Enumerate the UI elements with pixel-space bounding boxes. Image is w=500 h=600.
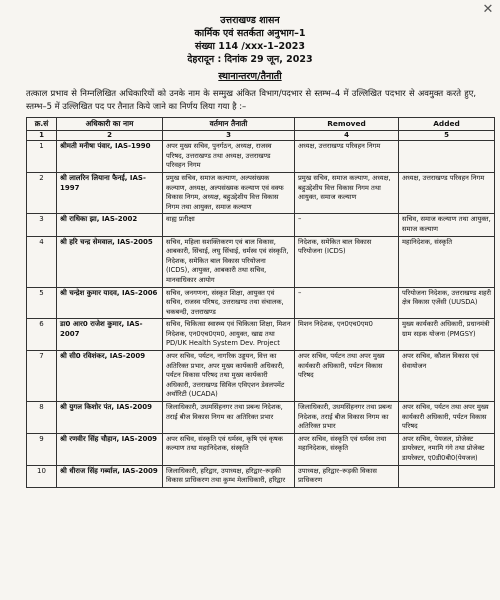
cell-current: प्रमुख सचिव, समाज कल्याण, अल्पसंख्यक कल्याण, अध्यक्ष, अल्पसंख्यक कल्याण एवं वक्फ विकास निगम, अध्यक्ष, बहुउद्देशीय वित्त विकास निगम तथा आयुक्त, समाज कल्याण — [163, 172, 295, 213]
table-row — [27, 287, 495, 319]
cell-added — [399, 465, 495, 487]
col-index: 4 — [295, 130, 399, 141]
cell-removed: जिलाधिकारी, उधमसिंहनगर तथा प्रबन्ध निदेशक, तराई बीज विकास निगम का अतिरिक्त प्रभार — [295, 402, 399, 434]
table-row — [27, 433, 495, 465]
column-index-row — [27, 130, 495, 141]
cell-removed: अध्यक्ष, उत्तराखण्ड परिवहन निगम — [295, 141, 399, 173]
order-number: संख्या 114 /xxx-1–2023 — [195, 41, 305, 52]
table-row — [27, 465, 495, 487]
cell-name: डा0 आर0 राजेश कुमार, IAS-2007 — [57, 319, 163, 351]
col-index: 5 — [399, 130, 495, 141]
cell-current: अपर मुख्य सचिव, पुनर्गठन, अध्यक्ष, राजस्व परिषद, उत्तराखण्ड तथा अध्यक्ष, उत्तराखण्ड परिवहन निगम — [163, 141, 295, 173]
header-sno: क्र.सं — [27, 118, 57, 131]
cell-added: अपर सचिव, पर्यटन तथा अपर मुख्य कार्यकारी अधिकारी, पर्यटन विकास परिषद — [399, 402, 495, 434]
cell-sno: 9 — [27, 433, 57, 465]
cell-removed: अपर सचिव, पर्यटन तथा अपर मुख्य कार्यकारी अधिकारी, पर्यटन विकास परिषद — [295, 351, 399, 402]
cell-removed: निदेशक, समेकित बाल विकास परियोजना (ICDS) — [295, 236, 399, 287]
table-header-row — [27, 118, 495, 131]
table-row — [27, 141, 495, 173]
cell-added — [399, 141, 495, 173]
cell-sno: 1 — [27, 141, 57, 173]
dept-name: कार्मिक एवं सतर्कता अनुभाग–1 — [194, 28, 306, 39]
cell-name: श्री रणवीर सिंह चौहान, IAS-2009 — [57, 433, 163, 465]
cell-sno: 6 — [27, 319, 57, 351]
cell-name: श्री युगल किशोर पंत, IAS-2009 — [57, 402, 163, 434]
cell-removed: प्रमुख सचिव, समाज कल्याण, अध्यक्ष, बहुउद्देशीय वित्त विकास निगम तथा आयुक्त, समाज कल्याण — [295, 172, 399, 213]
cell-added: मुख्य कार्यकारी अधिकारी, प्रधानमंत्री ग्राम सड़क योजना (PMGSY) — [399, 319, 495, 351]
cell-name: श्री हरि चन्द्र सेमवाल, IAS-2005 — [57, 236, 163, 287]
cell-added: सचिव, समाज कल्याण तथा आयुक्त, समाज कल्याण — [399, 214, 495, 236]
cell-current: वाह्य प्रतीक्षा — [163, 214, 295, 236]
cell-removed: मिशन निदेशक, एन0एच0एम0 — [295, 319, 399, 351]
cell-sno: 10 — [27, 465, 57, 487]
cell-added: अपर सचिव, कौशल विकास एवं सेवायोजन — [399, 351, 495, 402]
cell-sno: 7 — [27, 351, 57, 402]
table-row — [27, 172, 495, 213]
cell-added: परियोजना निदेशक, उत्तराखण्ड शहरी क्षेत्र विकास एजेंसी (UUSDA) — [399, 287, 495, 319]
cell-added: अध्यक्ष, उत्तराखण्ड परिवहन निगम — [399, 172, 495, 213]
cell-name: श्री चन्द्रेश कुमार यादव, IAS-2006 — [57, 287, 163, 319]
gov-name: उत्तराखण्ड शासन — [220, 15, 280, 26]
cell-name: श्री धीराज सिंह गर्ब्याल, IAS-2009 — [57, 465, 163, 487]
cell-removed: – — [295, 287, 399, 319]
cell-removed: उपाध्यक्ष, हरिद्वार–रूड़की विकास प्राधिकरण — [295, 465, 399, 487]
cell-current: जिलाधिकारी, हरिद्वार, उपाध्यक्ष, हरिद्वार–रूड़की विकास प्राधिकरण तथा कुम्भ मेलाधिकारी, हरिद्वार — [163, 465, 295, 487]
cell-sno: 4 — [27, 236, 57, 287]
col-index: 2 — [57, 130, 163, 141]
table-row — [27, 402, 495, 434]
close-icon[interactable]: ✕ — [482, 2, 494, 17]
header-added: Added — [399, 118, 495, 131]
cell-current: सचिव, महिला सशक्तिकरण एवं बाल विकास, आबकारी, सिंचाई, लघु सिंचाई, धर्मस्व एवं संस्कृति, निदेशक, समेकित बाल विकास परियोजना (ICDS), आयुक्त, आबकारी तथा सचिव, मानवाधिकार आयोग — [163, 236, 295, 287]
cell-sno: 3 — [27, 214, 57, 236]
header-name: अधिकारी का नाम — [57, 118, 163, 131]
letter-header — [0, 0, 500, 82]
header-removed: Removed — [295, 118, 399, 131]
header-current: वर्तमान तैनाती — [163, 118, 295, 131]
col-index: 1 — [27, 130, 57, 141]
table-row — [27, 319, 495, 351]
cell-name: श्री सी0 रविशंकर, IAS-2009 — [57, 351, 163, 402]
cell-sno: 8 — [27, 402, 57, 434]
cell-current: सचिव, जनगणना, संस्कृत शिक्षा, आयुक्त एवं सचिव, राजस्व परिषद, उत्तराखण्ड तथा संचालक, चकबन्दी, उत्तराखण्ड — [163, 287, 295, 319]
cell-current: अपर सचिव, संस्कृति एवं धर्मस्व, कृषि एवं कृषक कल्याण तथा महानिदेशक, संस्कृति — [163, 433, 295, 465]
cell-removed: – — [295, 214, 399, 236]
cell-name: श्री राधिका झा, IAS-2002 — [57, 214, 163, 236]
cell-current: सचिव, चिकित्सा स्वास्थ्य एवं चिकित्सा शिक्षा, मिशन निदेशक, एन0एच0एम0, आयुक्त, खाद्य तथा PD/UK Health System Dev. Project — [163, 319, 295, 351]
transfer-table — [26, 117, 495, 488]
col-index: 3 — [163, 130, 295, 141]
cell-added: अपर सचिव, पेयजल, प्रोजेक्ट डायरेक्टर, नमामि गंगे तथा प्रोजेक्ट डायरेक्टर, ए0डी0बी0(पेयजल) — [399, 433, 495, 465]
cell-sno: 2 — [27, 172, 57, 213]
cell-current: जिलाधिकारी, उधमसिंहनगर तथा प्रबन्ध निदेशक, तराई बीज विकास निगम का अतिरिक्त प्रभार — [163, 402, 295, 434]
intro-paragraph: तत्काल प्रभाव से निम्नलिखित अधिकारियों को उनके नाम के सम्मुख अंकित विभाग/पदभार से स्तम्भ–4 में उल्लिखित पदभार से अवमुक्त करते हुए, स्तम्भ–5 में उल्लिखित पद पर तैनात किये जाने का निर्णय लिया गया है :– — [26, 88, 476, 111]
place-date: देहरादून : दिनांक 29 जून, 2023 — [187, 54, 313, 65]
cell-added: महानिदेशक, संस्कृति — [399, 236, 495, 287]
document-title: स्थानान्तरण/तैनाती — [218, 71, 282, 82]
cell-sno: 5 — [27, 287, 57, 319]
cell-current: अपर सचिव, पर्यटन, नागरिक उड्डयन, वित्त का अतिरिक्त प्रभार, अपर मुख्य कार्यकारी अधिकारी, पर्यटन विकास परिषद तथा मुख्य कार्यकारी अधिकारी, उत्तराखण्ड सिविल एविएशन डेवलपमेंट अथॉरिटी (UCADA) — [163, 351, 295, 402]
table-row — [27, 214, 495, 236]
cell-name: श्री लालरिन लियाना फैनई, IAS-1997 — [57, 172, 163, 213]
cell-removed: अपर सचिव, संस्कृति एवं धर्मस्व तथा महानिदेशक, संस्कृति — [295, 433, 399, 465]
cell-name: श्रीमती मनीषा पंवार, IAS-1990 — [57, 141, 163, 173]
table-row — [27, 236, 495, 287]
table-row — [27, 351, 495, 402]
